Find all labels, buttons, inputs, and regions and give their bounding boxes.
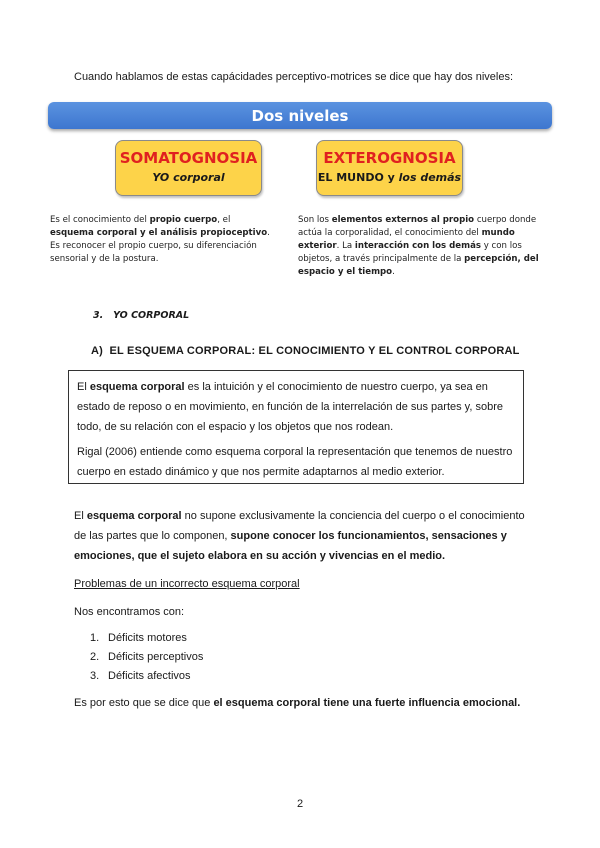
dos-niveles-banner bbox=[48, 102, 552, 129]
nos-encontramos-text: Nos encontramos con: bbox=[74, 606, 185, 618]
intro-text: Cuando hablamos de estas capácidades perceptivo-motrices se dice que hay dos niveles: bbox=[74, 71, 514, 83]
exterognosia-subtitle: EL MUNDO y los demás bbox=[317, 171, 462, 184]
list-item: 3. Déficits afectivos bbox=[90, 670, 191, 682]
definition-box bbox=[68, 370, 524, 484]
definition-paragraph-2: Rigal (2006) entiende como esquema corporal la representación que tenemos de nuestro cuerpo en estado dinámico y que nos permite adaptarnos al medio exterior. bbox=[77, 446, 513, 478]
page-number: 2 bbox=[296, 798, 304, 810]
conclusion-text: Es por esto que se dice que el esquema corporal tiene una fuerte influencia emocional. bbox=[74, 697, 521, 709]
exterognosia-description: Son los elementos externos al propio cuerpo donde actúa la corporalidad, el conocimiento del mundo exterior. La interacción con los demás y con los objetos, a través principalmente de la percepción, del espacio y el tiempo. bbox=[298, 215, 539, 277]
exterognosia-box bbox=[316, 140, 463, 196]
section-a-heading: A) EL ESQUEMA CORPORAL: EL CONOCIMIENTO Y EL CONTROL CORPORAL bbox=[91, 345, 520, 357]
deficits-list bbox=[90, 629, 203, 686]
banner-title: Dos niveles bbox=[251, 106, 349, 125]
exterognosia-title: EXTEROGNOSIA bbox=[323, 149, 456, 167]
somatognosia-title: SOMATOGNOSIA bbox=[119, 149, 258, 167]
somatognosia-box bbox=[115, 140, 262, 196]
esquema-paragraph: El esquema corporal no supone exclusivamente la conciencia del cuerpo o el conocimiento de las partes que lo componen, supone conocer los funcionamientos, sensaciones y emociones, que el sujeto elabora en su acción y vivencias en el medio. bbox=[74, 510, 525, 562]
list-item: 2. Déficits perceptivos bbox=[90, 651, 204, 663]
definition-paragraph-1: El esquema corporal es la intuición y el conocimiento de nuestro cuerpo, ya sea en estado de reposo o en movimiento, en función de la interrelación de sus partes y, sobre todo, de su relación con el espacio y los objetos que nos rodean. bbox=[77, 381, 503, 433]
section-3-heading: 3. YO CORPORAL bbox=[93, 310, 190, 321]
list-item: 1. Déficits motores bbox=[90, 632, 187, 644]
somatognosia-description: Es el conocimiento del propio cuerpo, el esquema corporal y el análisis propioceptivo. Es reconocer el propio cuerpo, su diferenciación sensorial y de la postura. bbox=[50, 215, 270, 264]
somatognosia-subtitle: YO corporal bbox=[152, 171, 225, 184]
problems-heading: Problemas de un incorrecto esquema corporal bbox=[74, 578, 300, 590]
